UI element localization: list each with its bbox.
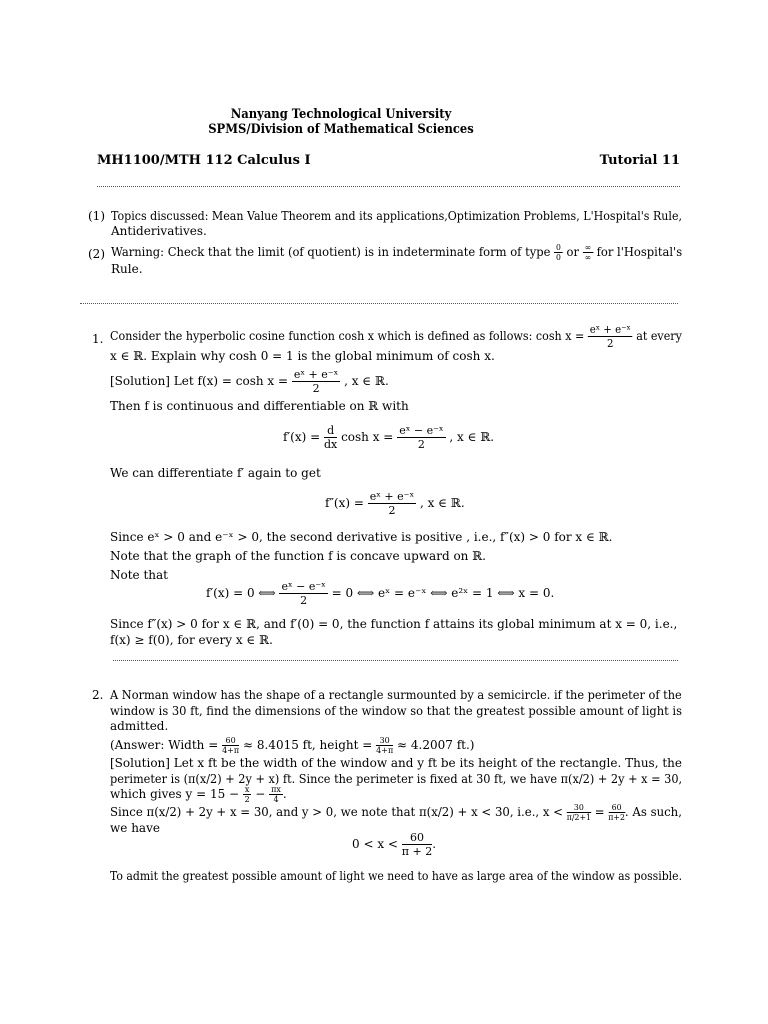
- answer-text-tail: ≈ 4.2007 ft.): [397, 738, 475, 752]
- note-warning-line1: [111, 243, 682, 262]
- frac-den: 2: [388, 504, 396, 517]
- note-warning-line2: Rule.: [111, 262, 143, 276]
- solution-text: which gives y = 15 −: [110, 787, 240, 801]
- second-derivative-fraction: [368, 490, 416, 517]
- problem2-answer: [110, 736, 474, 755]
- problem1-solution-start: [110, 368, 389, 395]
- frac-num: 60: [608, 803, 625, 813]
- frac-den: π + 2: [401, 845, 433, 858]
- problem1-question-line1: [110, 323, 682, 350]
- problem-number: 1.: [92, 332, 104, 346]
- zero-over-zero-fraction: [554, 243, 563, 262]
- eq-lhs: f′(x) =: [283, 430, 321, 444]
- frac-den: 2: [300, 594, 308, 607]
- frac-den: 2: [244, 795, 250, 804]
- note-topics-line2: Antiderivatives.: [111, 224, 207, 238]
- frac-den: dx: [324, 438, 338, 451]
- course-code: MH1100/MTH 112 Calculus I: [97, 153, 311, 168]
- frac-den: 0: [556, 253, 561, 262]
- bound-fraction: [402, 831, 432, 858]
- since-positive: Since eˣ > 0 and e⁻ˣ > 0, the second derivative is positive , i.e., f″(x) > 0 for x ∈ ℝ.: [110, 530, 613, 544]
- since-text: Since π(x/2) + 2y + x = 30, and y > 0, we note that π(x/2) + x < 30, i.e., x <: [110, 805, 564, 819]
- frac-num: 0: [556, 243, 561, 252]
- frac-num: ∞: [584, 243, 592, 252]
- frac-den: 2: [417, 438, 425, 451]
- question-text: Consider the hyperbolic cosine function cosh x which is defined as follows: cosh x =: [110, 329, 585, 343]
- frac-num: 30: [376, 736, 393, 746]
- continuity-statement: Then f is continuous and differentiable on ℝ with: [110, 399, 409, 413]
- second-derivative-equation: [325, 490, 465, 517]
- frac-num: d: [324, 424, 337, 438]
- warning-text: Warning: Check that the limit (of quotient) is in indeterminate form of type: [111, 245, 551, 259]
- problem2-question-line3: admitted.: [110, 719, 169, 733]
- frac-num: x: [244, 785, 250, 794]
- frac-den: 4+π: [376, 746, 394, 755]
- problem2-question-line1: A Norman window has the shape of a rectangle surmounted by a semicircle. if the perimeter of the: [110, 688, 682, 702]
- division-title: SPMS/Division of Mathematical Sciences: [208, 122, 474, 137]
- frac-den: 2: [312, 382, 320, 395]
- problem2-question-line2: window is 30 ft, find the dimensions of the window so that the greatest possible amount of light is: [110, 704, 682, 718]
- width-inequality: [352, 831, 436, 858]
- university-title: Nanyang Technological University: [230, 107, 452, 122]
- answer-text: ≈ 8.4015 ft, height =: [242, 738, 373, 752]
- problem1-question-line2: x ∈ ℝ. Explain why cosh 0 = 1 is the global minimum of cosh x.: [110, 349, 495, 363]
- inf-over-inf-fraction: [583, 243, 593, 262]
- problem2-solution-line1: [Solution] Let x ft be the width of the window and y ft be its height of the rectangle. Thus, the: [110, 756, 682, 770]
- problem2-since: [110, 803, 682, 822]
- cosh-fraction: [588, 323, 633, 350]
- tutorial-number: Tutorial 11: [599, 153, 680, 168]
- note-number: (1): [88, 209, 105, 223]
- frac-den: ∞: [584, 253, 592, 262]
- eq-lhs: f′(x) = 0 ⟺: [206, 586, 276, 600]
- problem-number: 2.: [92, 688, 104, 702]
- critical-point-equation: [206, 580, 554, 607]
- ineq-lhs: 0 < x <: [352, 837, 398, 851]
- eq-mid: cosh x =: [341, 430, 394, 444]
- frac-den: π/2+1: [566, 813, 591, 822]
- first-derivative-equation: [283, 424, 494, 451]
- eq-lhs: f″(x) =: [325, 496, 364, 510]
- area-statement: To admit the greatest possible amount of light we need to have as large area of the window as possible.: [110, 869, 683, 883]
- solution-text-tail: .: [282, 787, 287, 801]
- frac-den: 2: [607, 337, 614, 350]
- solution-text: [Solution] Let f(x) = cosh x =: [110, 374, 289, 388]
- note-number: (2): [88, 247, 105, 261]
- frac-num: πx: [271, 785, 281, 794]
- problem2-solution-line3: [110, 785, 287, 804]
- frac-num: eˣ + e⁻ˣ: [369, 490, 415, 503]
- height-fraction: [376, 736, 393, 755]
- frac-den: 4: [273, 795, 279, 804]
- eq-tail: = 0 ⟺ eˣ = e⁻ˣ ⟺ e²ˣ = 1 ⟺ x = 0.: [331, 586, 555, 600]
- note-topics-line1: Topics discussed: Mean Value Theorem and its applications,Optimization Problems, L'Hospital's Rule,: [111, 209, 683, 223]
- frac-num: eˣ + e⁻ˣ: [589, 323, 631, 336]
- frac-num: 60: [222, 736, 239, 746]
- frac-den: 4+π: [222, 746, 240, 755]
- conclusion-line2: f(x) ≥ f(0), for every x ∈ ℝ.: [110, 633, 273, 647]
- divider: [80, 303, 678, 304]
- warning-text-tail: for l'Hospital's: [596, 245, 683, 259]
- differentiate-again: We can differentiate f′ again to get: [110, 466, 321, 480]
- divider: [113, 660, 678, 661]
- solution-text-tail: , x ∈ ℝ.: [344, 374, 389, 388]
- x-half-fraction: [243, 785, 252, 804]
- width-fraction: [222, 736, 239, 755]
- answer-text: (Answer: Width =: [110, 738, 219, 752]
- bound-fraction-1: [567, 803, 591, 822]
- problem2-solution-line2: perimeter is (π(x/2) + 2y + x) ft. Since the perimeter is fixed at 30 ft, we have π(x/2) + 2y + x = 30,: [110, 772, 683, 786]
- warning-or: or: [566, 245, 580, 259]
- note-that: Note that: [110, 568, 168, 582]
- ddx-fraction: [324, 424, 337, 451]
- frac-den: π+2: [608, 813, 625, 822]
- conclusion-line1: Since f″(x) > 0 for x ∈ ℝ, and f′(0) = 0, the function f attains its global minimum at x = 0, i.e.,: [110, 617, 678, 631]
- ineq-tail: .: [432, 837, 437, 851]
- eq-tail: , x ∈ ℝ.: [449, 430, 495, 444]
- frac-num: eˣ − e⁻ˣ: [399, 424, 444, 437]
- since-text-tail: . As such,: [624, 805, 682, 819]
- frac-num: 30: [567, 803, 591, 813]
- solution-text: −: [255, 787, 266, 801]
- divider: [97, 186, 680, 187]
- critical-fraction: [279, 580, 327, 607]
- pix-quarter-fraction: [269, 785, 283, 804]
- bound-fraction-2: [608, 803, 625, 822]
- derivative-fraction: [397, 424, 445, 451]
- equals-sign: =: [594, 805, 605, 819]
- question-text-tail: at every: [636, 329, 682, 343]
- frac-num: eˣ + e⁻ˣ: [293, 368, 339, 381]
- frac-num: 60: [402, 831, 432, 845]
- frac-num: eˣ − e⁻ˣ: [281, 580, 326, 593]
- concave-note: Note that the graph of the function f is concave upward on ℝ.: [110, 549, 486, 563]
- cosh-fraction: [292, 368, 340, 395]
- eq-tail: , x ∈ ℝ.: [419, 496, 465, 510]
- we-have: we have: [110, 821, 160, 835]
